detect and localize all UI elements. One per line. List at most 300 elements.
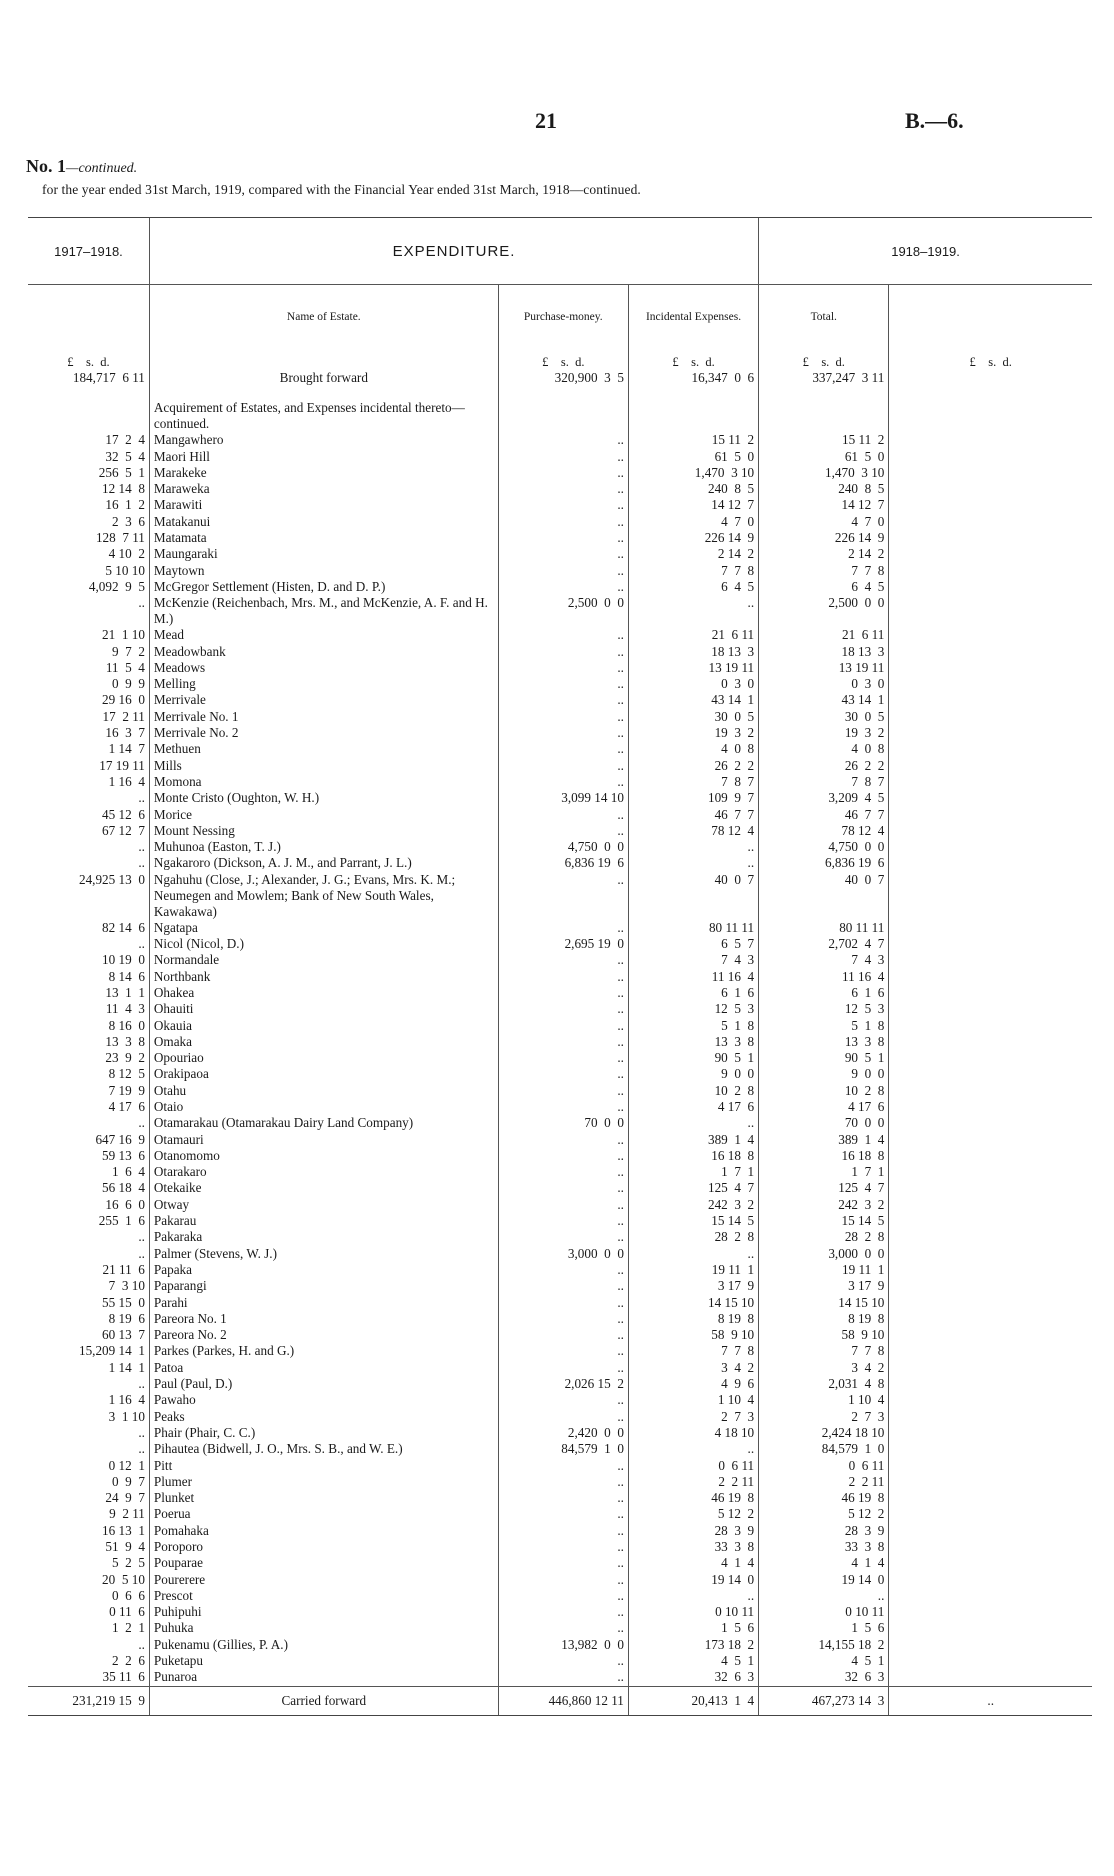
- row-extra: [889, 741, 1092, 757]
- table-row: [28, 1474, 1092, 1490]
- row-total: 28 3 9: [759, 1523, 889, 1539]
- carried-forward-incidental: 20,413 1 4: [628, 1686, 758, 1715]
- row-purchase-money: ..: [498, 644, 628, 660]
- row-total: 46 19 8: [759, 1490, 889, 1506]
- row-purchase-money: 6,836 19 6: [498, 855, 628, 871]
- row-incidental-expenses: 21 6 11: [628, 627, 758, 643]
- row-incidental-expenses: 4 5 1: [628, 1653, 758, 1669]
- row-extra: [889, 1246, 1092, 1262]
- row-prev-amount: 24 9 7: [105, 1490, 145, 1506]
- row-prev-amount: ..: [138, 1376, 145, 1392]
- row-extra: [889, 1132, 1092, 1148]
- expenditure-header: EXPENDITURE.: [149, 218, 758, 285]
- table-row: [28, 1425, 1092, 1441]
- row-total: 226 14 9: [759, 530, 889, 546]
- table-row: [28, 481, 1092, 497]
- row-prev-amount: ..: [138, 790, 145, 806]
- row-incidental-expenses: 7 4 3: [628, 952, 758, 968]
- row-total: 13 19 11: [759, 660, 889, 676]
- table-row: [28, 1409, 1092, 1425]
- row-incidental-expenses: 40 0 7: [628, 872, 758, 920]
- row-incidental-expenses: 30 0 5: [628, 709, 758, 725]
- row-estate-name: Opouriao: [149, 1050, 498, 1066]
- table-subtitle: for the year ended 31st March, 1919, compared with the Financial Year ended 31st March, 1918—continued.: [42, 182, 641, 197]
- row-prev-amount: 1 14 7: [108, 741, 145, 757]
- row-prev-amount: ..: [138, 1441, 145, 1457]
- row-incidental-expenses: 4 7 0: [628, 514, 758, 530]
- row-total: 21 6 11: [759, 627, 889, 643]
- row-estate-name: Mount Nessing: [149, 823, 498, 839]
- row-incidental-expenses: 7 7 8: [628, 563, 758, 579]
- row-total: 84,579 1 0: [759, 1441, 889, 1457]
- row-estate-name: Paul (Paul, D.): [149, 1376, 498, 1392]
- table-row: [28, 595, 1092, 627]
- row-extra: [889, 1458, 1092, 1474]
- row-estate-name: Maytown: [149, 563, 498, 579]
- row-estate-name: Matamata: [149, 530, 498, 546]
- row-estate-name: Matakanui: [149, 514, 498, 530]
- table-row: [28, 1458, 1092, 1474]
- table-row: [28, 709, 1092, 725]
- row-total: 2 7 3: [759, 1409, 889, 1425]
- row-purchase-money: ..: [498, 985, 628, 1001]
- row-estate-name: Merrivale: [149, 692, 498, 708]
- row-incidental-expenses: 12 5 3: [628, 1001, 758, 1017]
- row-estate-name: Muhunoa (Easton, T. J.): [149, 839, 498, 855]
- row-incidental-expenses: 15 11 2: [628, 432, 758, 448]
- section-number: [26, 156, 137, 177]
- row-estate-name: Merrivale No. 2: [149, 725, 498, 741]
- row-extra: [889, 1474, 1092, 1490]
- row-extra: [889, 1327, 1092, 1343]
- row-purchase-money: ..: [498, 1229, 628, 1245]
- carried-forward-prev: 231,219 15 9: [28, 1686, 149, 1715]
- row-purchase-money: ..: [498, 660, 628, 676]
- row-incidental-expenses: 7 7 8: [628, 1343, 758, 1359]
- table-row: [28, 1343, 1092, 1359]
- table-row: [28, 692, 1092, 708]
- brought-forward-total: 337,247 3 11: [759, 370, 889, 386]
- row-prev-amount: 1 14 1: [108, 1359, 145, 1375]
- table-row: [28, 563, 1092, 579]
- row-purchase-money: 2,420 0 0: [498, 1425, 628, 1441]
- row-estate-name: Merrivale No. 1: [149, 709, 498, 725]
- table-row: [28, 839, 1092, 855]
- table-row: [28, 1278, 1092, 1294]
- row-incidental-expenses: 8 19 8: [628, 1311, 758, 1327]
- row-extra: [889, 1311, 1092, 1327]
- row-incidental-expenses: 2 14 2: [628, 546, 758, 562]
- table-row: [28, 1637, 1092, 1653]
- table-row: [28, 1392, 1092, 1408]
- row-incidental-expenses: 0 6 11: [628, 1458, 758, 1474]
- row-estate-name: Prescot: [149, 1588, 498, 1604]
- row-incidental-expenses: 61 5 0: [628, 449, 758, 465]
- row-estate-name: Normandale: [149, 952, 498, 968]
- row-extra: [889, 1164, 1092, 1180]
- row-purchase-money: ..: [498, 481, 628, 497]
- row-purchase-money: ..: [498, 579, 628, 595]
- row-incidental-expenses: 13 3 8: [628, 1034, 758, 1050]
- row-estate-name: Omaka: [149, 1034, 498, 1050]
- row-prev-amount: 2 3 6: [111, 513, 145, 529]
- row-estate-name: Puhipuhi: [149, 1604, 498, 1620]
- row-purchase-money: ..: [498, 807, 628, 823]
- row-incidental-expenses: 58 9 10: [628, 1327, 758, 1343]
- row-total: 13 3 8: [759, 1034, 889, 1050]
- row-incidental-expenses: 46 19 8: [628, 1490, 758, 1506]
- row-prev-amount: 1 2 1: [111, 1620, 145, 1636]
- row-extra: [889, 1099, 1092, 1115]
- table-row: [28, 1360, 1092, 1376]
- row-total: 4,750 0 0: [759, 839, 889, 855]
- table-row: [28, 1050, 1092, 1066]
- section-heading: Acquirement of Estates, and Expenses incidental thereto—continued.: [149, 400, 498, 432]
- row-prev-amount: 32 5 4: [105, 448, 145, 464]
- row-incidental-expenses: 6 5 7: [628, 936, 758, 952]
- table-row: [28, 1295, 1092, 1311]
- row-total: 2,500 0 0: [759, 595, 889, 627]
- row-total: 32 6 3: [759, 1669, 889, 1686]
- row-purchase-money: ..: [498, 1295, 628, 1311]
- units-prev: £ s. d.: [67, 355, 110, 369]
- row-prev-amount: 16 6 0: [105, 1196, 145, 1212]
- table-row: [28, 676, 1092, 692]
- row-extra: [889, 969, 1092, 985]
- row-estate-name: Maraweka: [149, 481, 498, 497]
- row-estate-name: Pitt: [149, 1458, 498, 1474]
- row-prev-amount: 20 5 10: [102, 1571, 145, 1587]
- row-prev-amount: ..: [138, 1424, 145, 1440]
- row-extra: [889, 530, 1092, 546]
- row-incidental-expenses: 4 1 4: [628, 1555, 758, 1571]
- row-total: 240 8 5: [759, 481, 889, 497]
- row-purchase-money: ..: [498, 969, 628, 985]
- row-prev-amount: 255 1 6: [98, 1213, 145, 1229]
- table-row: [28, 1311, 1092, 1327]
- row-extra: [889, 660, 1092, 676]
- row-estate-name: Palmer (Stevens, W. J.): [149, 1246, 498, 1262]
- row-total: 33 3 8: [759, 1539, 889, 1555]
- row-incidental-expenses: 33 3 8: [628, 1539, 758, 1555]
- row-prev-amount: 21 11 6: [102, 1261, 145, 1277]
- table-row: [28, 546, 1092, 562]
- row-extra: [889, 1360, 1092, 1376]
- row-total: 30 0 5: [759, 709, 889, 725]
- row-estate-name: Pihautea (Bidwell, J. O., Mrs. S. B., and W. E.): [149, 1441, 498, 1457]
- row-purchase-money: ..: [498, 530, 628, 546]
- row-estate-name: McGregor Settlement (Histen, D. and D. P.): [149, 579, 498, 595]
- row-purchase-money: ..: [498, 1523, 628, 1539]
- carried-forward-total: 467,273 14 3: [759, 1686, 889, 1715]
- row-total: 5 1 8: [759, 1018, 889, 1034]
- table-row: [28, 1001, 1092, 1017]
- table-row: [28, 1588, 1092, 1604]
- row-extra: [889, 1637, 1092, 1653]
- row-incidental-expenses: 240 8 5: [628, 481, 758, 497]
- row-incidental-expenses: ..: [628, 1441, 758, 1457]
- row-extra: [889, 1213, 1092, 1229]
- row-total: 9 0 0: [759, 1066, 889, 1082]
- row-total: 6 4 5: [759, 579, 889, 595]
- row-extra: [889, 823, 1092, 839]
- row-prev-amount: 9 2 11: [109, 1506, 145, 1522]
- row-prev-amount: 4 10 2: [108, 546, 145, 562]
- row-estate-name: Pomahaka: [149, 1523, 498, 1539]
- row-incidental-expenses: 125 4 7: [628, 1180, 758, 1196]
- row-estate-name: Monte Cristo (Oughton, W. H.): [149, 790, 498, 806]
- row-estate-name: Puhuka: [149, 1620, 498, 1636]
- table-row: [28, 1066, 1092, 1082]
- row-extra: [889, 1490, 1092, 1506]
- row-extra: [889, 644, 1092, 660]
- row-total: 46 7 7: [759, 807, 889, 823]
- row-extra: [889, 481, 1092, 497]
- row-prev-amount: 17 19 11: [99, 757, 145, 773]
- row-incidental-expenses: 6 1 6: [628, 985, 758, 1001]
- row-estate-name: Otaio: [149, 1099, 498, 1115]
- row-extra: [889, 563, 1092, 579]
- row-prev-amount: 29 16 0: [102, 692, 145, 708]
- row-estate-name: Mangawhero: [149, 432, 498, 448]
- table-row: [28, 725, 1092, 741]
- row-purchase-money: ..: [498, 1620, 628, 1636]
- row-extra: [889, 936, 1092, 952]
- row-extra: [889, 1506, 1092, 1522]
- row-prev-amount: ..: [138, 1229, 145, 1245]
- row-incidental-expenses: 5 1 8: [628, 1018, 758, 1034]
- row-incidental-expenses: 1,470 3 10: [628, 465, 758, 481]
- row-incidental-expenses: 4 0 8: [628, 741, 758, 757]
- row-incidental-expenses: ..: [628, 1246, 758, 1262]
- row-incidental-expenses: 4 18 10: [628, 1425, 758, 1441]
- row-total: 58 9 10: [759, 1327, 889, 1343]
- row-incidental-expenses: 14 12 7: [628, 497, 758, 513]
- row-prev-amount: 60 13 7: [102, 1327, 145, 1343]
- table-row: [28, 1539, 1092, 1555]
- row-estate-name: Parahi: [149, 1295, 498, 1311]
- row-total: 3 4 2: [759, 1360, 889, 1376]
- row-incidental-expenses: 2 2 11: [628, 1474, 758, 1490]
- row-purchase-money: ..: [498, 1001, 628, 1017]
- row-estate-name: Pareora No. 2: [149, 1327, 498, 1343]
- row-total: 4 5 1: [759, 1653, 889, 1669]
- row-estate-name: Papaka: [149, 1262, 498, 1278]
- row-purchase-money: ..: [498, 709, 628, 725]
- row-total: 6,836 19 6: [759, 855, 889, 871]
- row-purchase-money: 2,695 19 0: [498, 936, 628, 952]
- row-extra: [889, 579, 1092, 595]
- row-total: 11 16 4: [759, 969, 889, 985]
- row-estate-name: Pareora No. 1: [149, 1311, 498, 1327]
- row-estate-name: Poroporo: [149, 1539, 498, 1555]
- row-estate-name: Peaks: [149, 1409, 498, 1425]
- row-total: 2 14 2: [759, 546, 889, 562]
- row-extra: [889, 1229, 1092, 1245]
- table-row: [28, 1083, 1092, 1099]
- row-extra: [889, 839, 1092, 855]
- row-prev-amount: 2 2 6: [111, 1653, 145, 1669]
- row-purchase-money: ..: [498, 1034, 628, 1050]
- row-prev-amount: 9 7 2: [111, 643, 145, 659]
- row-incidental-expenses: 90 5 1: [628, 1050, 758, 1066]
- row-estate-name: Puketapu: [149, 1653, 498, 1669]
- row-purchase-money: ..: [498, 1327, 628, 1343]
- row-incidental-expenses: 18 13 3: [628, 644, 758, 660]
- table-row: [28, 449, 1092, 465]
- row-incidental-expenses: 173 18 2: [628, 1637, 758, 1653]
- table-row: [28, 1099, 1092, 1115]
- row-incidental-expenses: ..: [628, 595, 758, 627]
- row-extra: [889, 465, 1092, 481]
- row-purchase-money: ..: [498, 1197, 628, 1213]
- row-purchase-money: 3,000 0 0: [498, 1246, 628, 1262]
- row-incidental-expenses: 16 18 8: [628, 1148, 758, 1164]
- table-row: [28, 514, 1092, 530]
- row-estate-name: Otanomomo: [149, 1148, 498, 1164]
- row-prev-amount: 7 3 10: [108, 1278, 145, 1294]
- row-prev-amount: 5 2 5: [111, 1555, 145, 1571]
- row-incidental-expenses: 0 3 0: [628, 676, 758, 692]
- row-incidental-expenses: 389 1 4: [628, 1132, 758, 1148]
- table-row: [28, 644, 1092, 660]
- row-prev-amount: 12 14 8: [102, 481, 145, 497]
- table-row: [28, 1180, 1092, 1196]
- section-number-suffix: —continued.: [66, 161, 138, 176]
- table-row: [28, 1262, 1092, 1278]
- row-total: 4 7 0: [759, 514, 889, 530]
- row-total: 14 12 7: [759, 497, 889, 513]
- row-prev-amount: 67 12 7: [102, 822, 145, 838]
- brought-forward-prev: 184,717 6 11: [72, 370, 145, 385]
- year-prev-header: 1917–1918.: [28, 218, 149, 285]
- row-prev-amount: 4,092 9 5: [88, 578, 145, 594]
- row-total: 26 2 2: [759, 758, 889, 774]
- row-estate-name: Maori Hill: [149, 449, 498, 465]
- row-incidental-expenses: 242 3 2: [628, 1197, 758, 1213]
- row-purchase-money: ..: [498, 1018, 628, 1034]
- row-purchase-money: ..: [498, 774, 628, 790]
- row-extra: [889, 1604, 1092, 1620]
- row-estate-name: Punaroa: [149, 1669, 498, 1686]
- row-purchase-money: ..: [498, 1311, 628, 1327]
- row-prev-amount: 5 10 10: [105, 562, 145, 578]
- row-total: 7 7 8: [759, 563, 889, 579]
- table-row: [28, 1018, 1092, 1034]
- row-prev-amount: 0 9 9: [111, 676, 145, 692]
- table-row: [28, 1620, 1092, 1636]
- row-total: 6 1 6: [759, 985, 889, 1001]
- table-row: [28, 1148, 1092, 1164]
- table-row: [28, 758, 1092, 774]
- row-total: 28 2 8: [759, 1229, 889, 1245]
- row-purchase-money: 2,500 0 0: [498, 595, 628, 627]
- table-row: [28, 823, 1092, 839]
- row-prev-amount: 16 13 1: [102, 1522, 145, 1538]
- row-incidental-expenses: 14 15 10: [628, 1295, 758, 1311]
- row-total: 2 2 11: [759, 1474, 889, 1490]
- row-purchase-money: ..: [498, 1572, 628, 1588]
- expenditure-table: [28, 217, 1092, 1716]
- row-incidental-expenses: 19 11 1: [628, 1262, 758, 1278]
- row-estate-name: Mills: [149, 758, 498, 774]
- row-incidental-expenses: 3 4 2: [628, 1360, 758, 1376]
- row-incidental-expenses: 6 4 5: [628, 579, 758, 595]
- row-total: 3 17 9: [759, 1278, 889, 1294]
- row-prev-amount: 21 1 10: [102, 627, 145, 643]
- table-row: [28, 1229, 1092, 1245]
- row-total: 90 5 1: [759, 1050, 889, 1066]
- row-estate-name: Ohauiti: [149, 1001, 498, 1017]
- row-total: 3,000 0 0: [759, 1246, 889, 1262]
- row-purchase-money: ..: [498, 1458, 628, 1474]
- row-incidental-expenses: 9 0 0: [628, 1066, 758, 1082]
- row-prev-amount: 256 5 1: [98, 464, 145, 480]
- row-extra: [889, 1295, 1092, 1311]
- carried-forward-extra: ..: [889, 1686, 1092, 1715]
- row-purchase-money: ..: [498, 920, 628, 936]
- carried-forward-purchase: 446,860 12 11: [498, 1686, 628, 1715]
- row-prev-amount: 35 11 6: [102, 1669, 145, 1685]
- row-extra: [889, 1392, 1092, 1408]
- row-estate-name: Pourerere: [149, 1572, 498, 1588]
- row-estate-name: Pouparae: [149, 1555, 498, 1571]
- row-prev-amount: 11 5 4: [105, 659, 145, 675]
- row-purchase-money: ..: [498, 563, 628, 579]
- row-incidental-expenses: ..: [628, 1115, 758, 1131]
- row-purchase-money: ..: [498, 741, 628, 757]
- table-row: [28, 952, 1092, 968]
- row-incidental-expenses: 32 6 3: [628, 1669, 758, 1686]
- row-estate-name: Orakipaoa: [149, 1066, 498, 1082]
- row-incidental-expenses: 26 2 2: [628, 758, 758, 774]
- row-extra: [889, 1148, 1092, 1164]
- row-prev-amount: 82 14 6: [102, 919, 145, 935]
- table-row: [28, 1523, 1092, 1539]
- table-row: [28, 1669, 1092, 1686]
- row-estate-name: Pukenamu (Gillies, P. A.): [149, 1637, 498, 1653]
- brought-forward-purchase: 320,900 3 5: [498, 370, 628, 386]
- row-purchase-money: ..: [498, 872, 628, 920]
- row-extra: [889, 709, 1092, 725]
- row-incidental-expenses: 2 7 3: [628, 1409, 758, 1425]
- report-reference: B.—6.: [905, 108, 964, 133]
- row-estate-name: Phair (Phair, C. C.): [149, 1425, 498, 1441]
- row-purchase-money: ..: [498, 449, 628, 465]
- row-extra: [889, 1343, 1092, 1359]
- row-total: 7 8 7: [759, 774, 889, 790]
- row-total: 242 3 2: [759, 1197, 889, 1213]
- row-incidental-expenses: 10 2 8: [628, 1083, 758, 1099]
- row-prev-amount: 59 13 6: [102, 1147, 145, 1163]
- row-estate-name: Meadows: [149, 660, 498, 676]
- table-row: [28, 774, 1092, 790]
- row-extra: [889, 758, 1092, 774]
- row-purchase-money: ..: [498, 1409, 628, 1425]
- row-purchase-money: ..: [498, 627, 628, 643]
- row-extra: [889, 790, 1092, 806]
- row-purchase-money: 4,750 0 0: [498, 839, 628, 855]
- row-purchase-money: ..: [498, 1604, 628, 1620]
- row-incidental-expenses: ..: [628, 839, 758, 855]
- row-estate-name: Meadowbank: [149, 644, 498, 660]
- row-extra: [889, 546, 1092, 562]
- row-prev-amount: 16 1 2: [105, 497, 145, 513]
- row-purchase-money: ..: [498, 1148, 628, 1164]
- row-purchase-money: ..: [498, 1164, 628, 1180]
- row-purchase-money: ..: [498, 1099, 628, 1115]
- row-prev-amount: 0 11 6: [109, 1604, 145, 1620]
